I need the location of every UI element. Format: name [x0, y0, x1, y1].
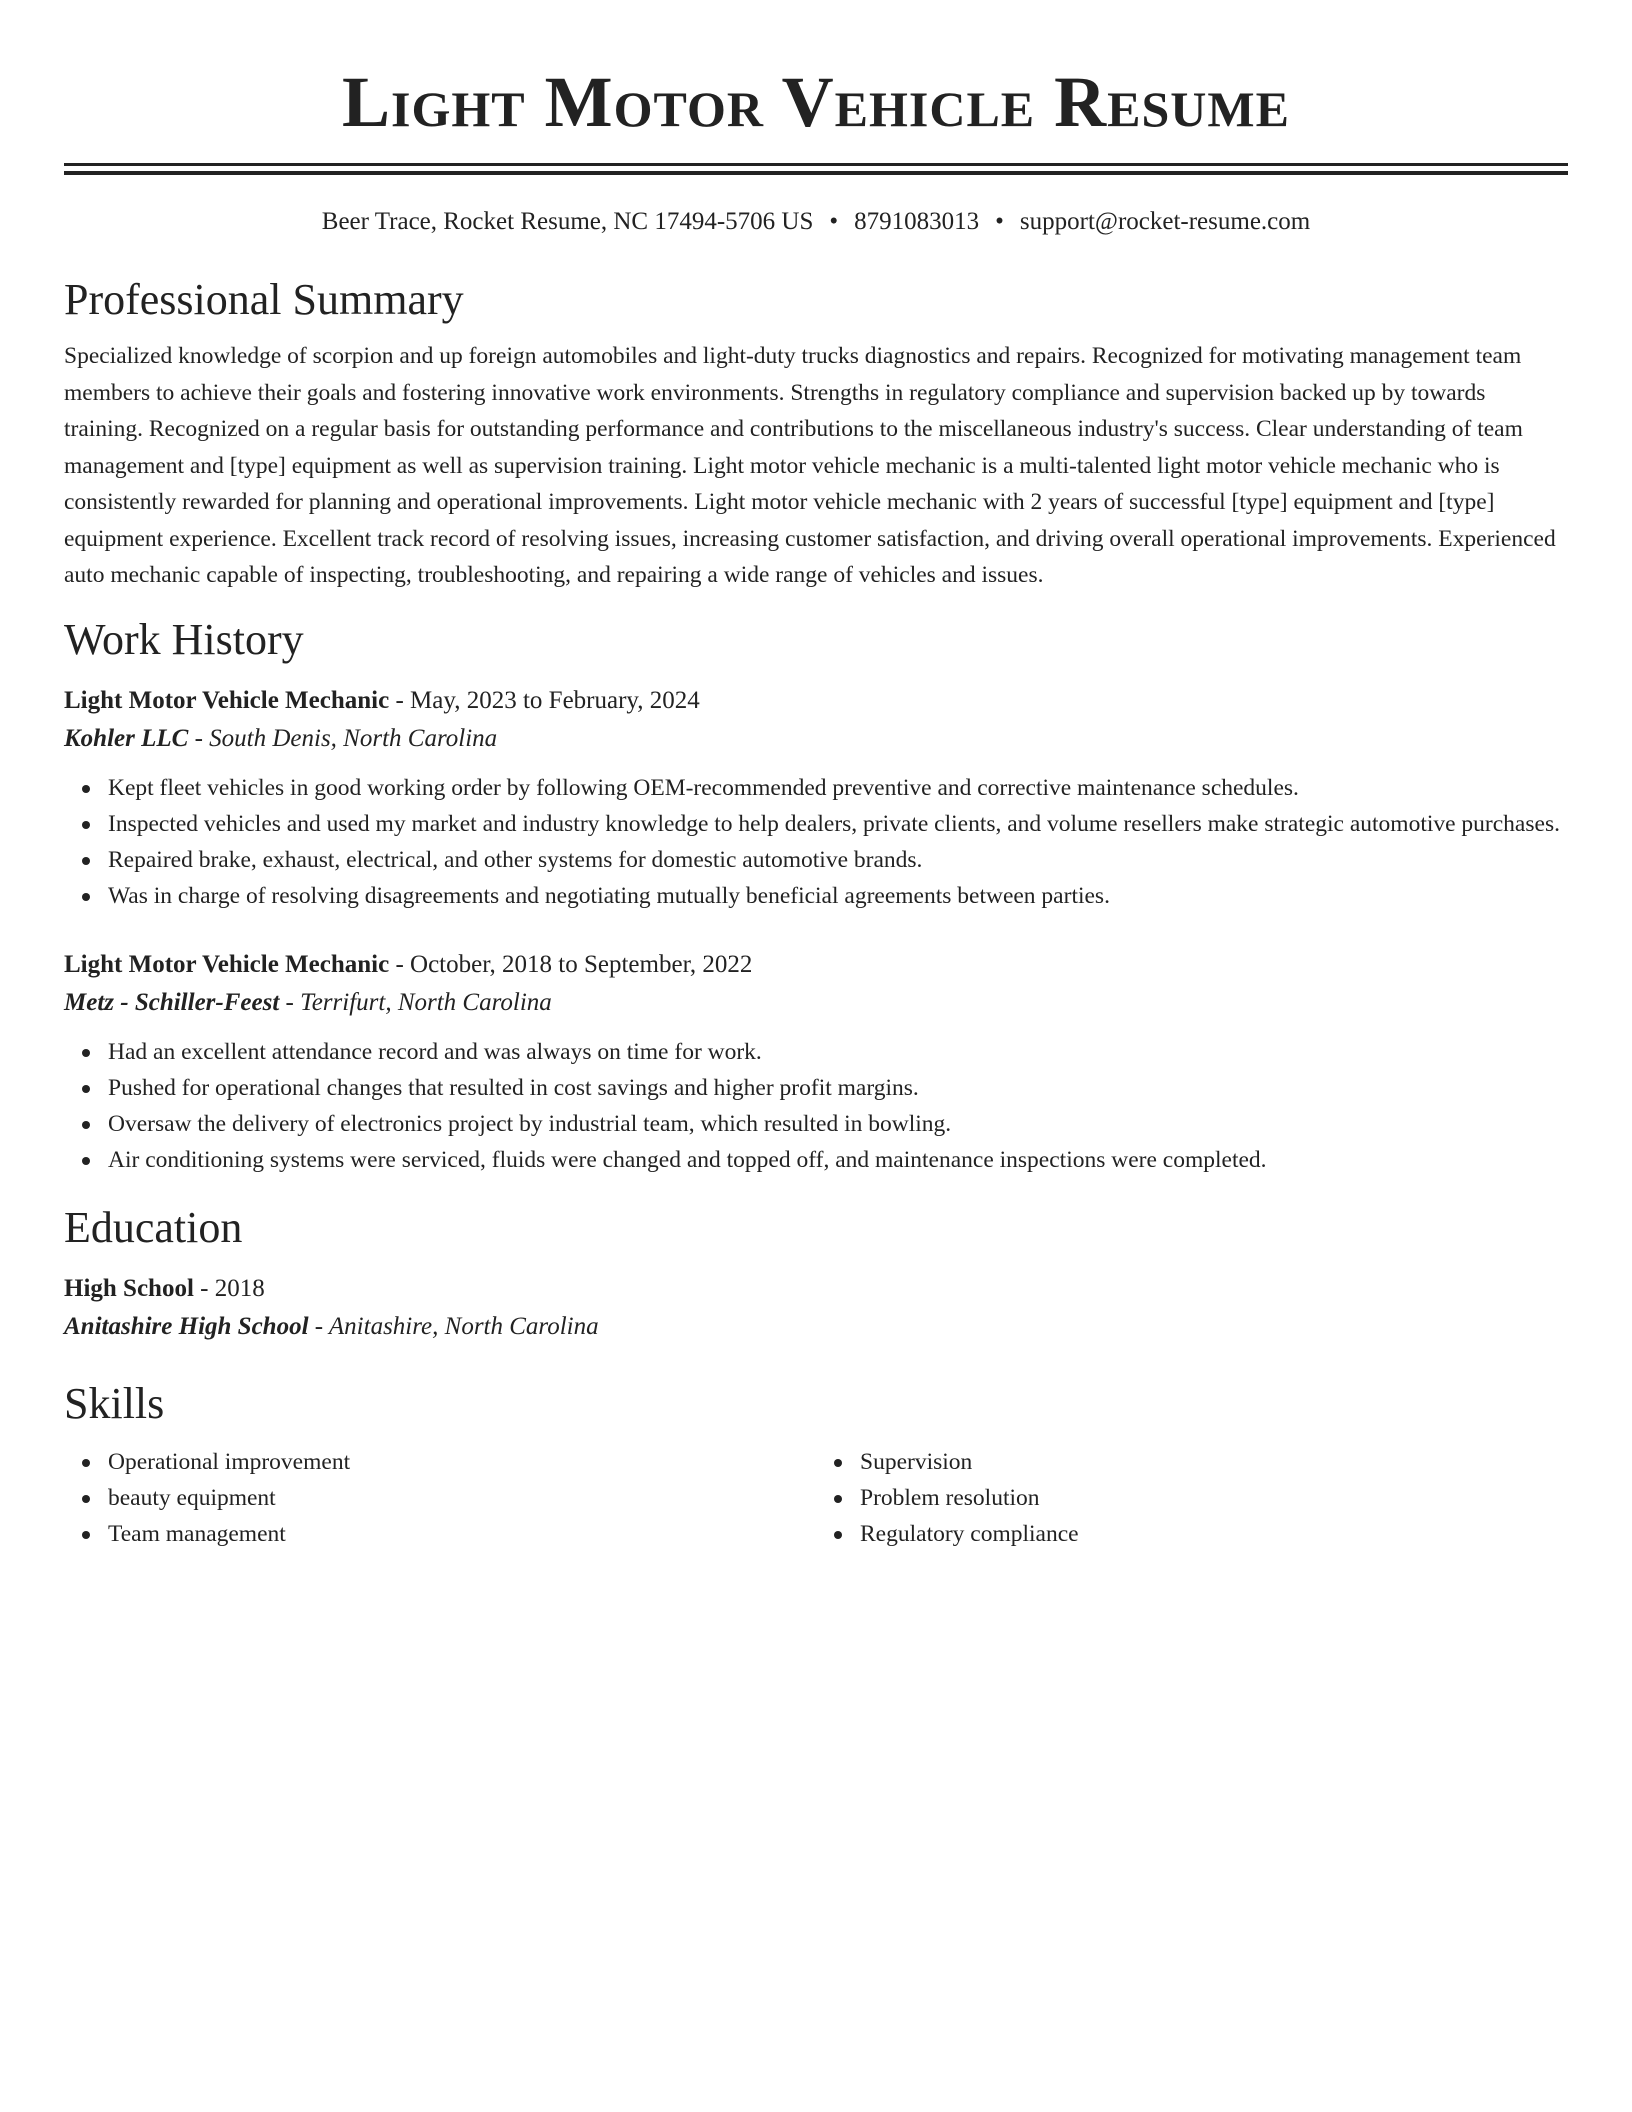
- education-degree: High School: [64, 1274, 194, 1302]
- contact-address: Beer Trace, Rocket Resume, NC 17494-5706 US: [321, 208, 814, 235]
- job-company-line: [64, 984, 1568, 1022]
- job-company: Metz - Schiller-Feest: [64, 988, 280, 1016]
- contact-separator: •: [995, 208, 1004, 235]
- job-dates: - October, 2018 to September, 2022: [389, 950, 753, 978]
- job-duty: Pushed for operational changes that resulted in cost savings and higher profit margins.: [108, 1070, 1568, 1106]
- title-divider-bottom: [64, 171, 1568, 175]
- job-duty: Air conditioning systems were serviced, fluids were changed and topped off, and maintenance inspections were completed.: [108, 1142, 1568, 1178]
- contact-phone: 8791083013: [854, 208, 980, 235]
- job-entry: [64, 946, 1568, 1178]
- education-school-line: [64, 1308, 1568, 1346]
- skills-columns: [64, 1444, 1568, 1552]
- job-duty: Had an excellent attendance record and was always on time for work.: [108, 1034, 1568, 1070]
- skill-item: Problem resolution: [860, 1480, 1568, 1516]
- job-role: Light Motor Vehicle Mechanic: [64, 950, 390, 978]
- education-entry: [64, 1270, 1568, 1346]
- job-company-line: [64, 720, 1568, 758]
- resume-title: Light Motor Vehicle Resume: [342, 62, 1290, 142]
- skill-item: Operational improvement: [108, 1444, 816, 1480]
- job-duties-list: [64, 770, 1568, 914]
- title-divider-top: [64, 163, 1568, 166]
- skills-list-left: [64, 1444, 816, 1552]
- education-heading: Education: [64, 1202, 243, 1252]
- job-company: Kohler LLC: [64, 724, 189, 752]
- job-duty: Repaired brake, exhaust, electrical, and other systems for domestic automotive brands.: [108, 842, 1568, 878]
- skills-heading: Skills: [64, 1378, 165, 1428]
- job-dates: - May, 2023 to February, 2024: [389, 686, 700, 714]
- job-duty: Oversaw the delivery of electronics project by industrial team, which resulted in bowling.: [108, 1106, 1568, 1142]
- skill-item: Regulatory compliance: [860, 1516, 1568, 1552]
- education-location: - Anitashire, North Carolina: [308, 1312, 599, 1340]
- job-role: Light Motor Vehicle Mechanic: [64, 686, 390, 714]
- job-location: - Terrifurt, North Carolina: [279, 988, 552, 1016]
- skill-item: beauty equipment: [108, 1480, 816, 1516]
- skills-list-right: [816, 1444, 1568, 1552]
- skill-item: Team management: [108, 1516, 816, 1552]
- contact-separator: •: [829, 208, 839, 235]
- job-title-line: [64, 682, 1568, 720]
- education-school: Anitashire High School: [64, 1312, 309, 1340]
- education-year: - 2018: [193, 1274, 265, 1302]
- job-title-line: [64, 946, 1568, 984]
- contact-email: support@rocket-resume.com: [1019, 208, 1311, 235]
- job-location: - South Denis, North Carolina: [188, 724, 498, 752]
- job-duty: Inspected vehicles and used my market and industry knowledge to help dealers, private clients, and volume resellers make strategic automotive purchases.: [108, 806, 1568, 842]
- job-duties-list: [64, 1034, 1568, 1178]
- summary-text: Specialized knowledge of scorpion and up foreign automobiles and light-duty trucks diagnostics and repairs. Recognized for motivating management team members to achieve their goals and fostering innovative work environments. Strengths in regulatory compliance and supervision backed up by towards training. Recognized on a regular basis for outstanding performance and contributions to the miscellaneous industry's success. Clear understanding of team management and [type] equipment as well as supervision training. Light motor vehicle mechanic is a multi-talented light motor vehicle mechanic who is consistently rewarded for planning and operational improvements. Light motor vehicle mechanic with 2 years of successful [type] equipment and [type] equipment experience. Excellent track record of resolving issues, increasing customer satisfaction, and driving overall operational improvements. Experienced auto mechanic capable of inspecting, troubleshooting, and repairing a wide range of vehicles and issues.: [64, 343, 1556, 588]
- job-entry: [64, 682, 1568, 914]
- skill-item: Supervision: [860, 1444, 1568, 1480]
- contact-line: [64, 206, 1568, 238]
- education-degree-line: [64, 1270, 1568, 1308]
- job-duty: Kept fleet vehicles in good working order by following OEM-recommended preventive and corrective maintenance schedules.: [108, 770, 1568, 806]
- work-history-heading: Work History: [64, 614, 304, 664]
- job-duty: Was in charge of resolving disagreements and negotiating mutually beneficial agreements between parties.: [108, 878, 1568, 914]
- summary-heading: Professional Summary: [64, 275, 464, 324]
